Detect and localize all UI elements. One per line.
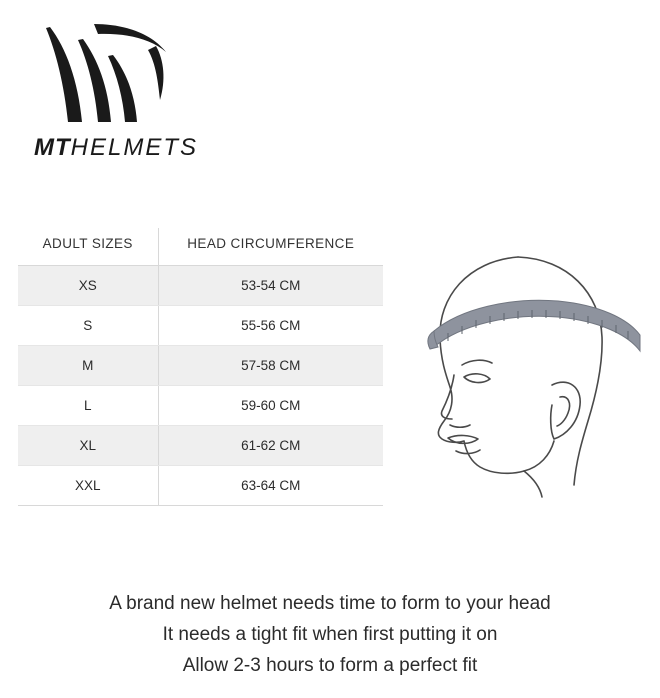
cell-size: XXL	[18, 466, 158, 506]
cell-circumference: 57-58 CM	[158, 346, 383, 386]
brand-wordmark-helmets: HELMETS	[70, 134, 199, 161]
head-measurement-diagram	[400, 235, 650, 500]
cell-size: S	[18, 306, 158, 346]
instruction-line: It needs a tight fit when first putting it on	[162, 624, 498, 645]
cell-size: M	[18, 346, 158, 386]
cell-circumference: 53-54 CM	[158, 266, 383, 306]
size-chart-table	[18, 228, 383, 506]
instruction-line: A brand new helmet needs time to form to your head	[109, 593, 551, 614]
table-row	[18, 346, 383, 386]
cell-circumference: 63-64 CM	[158, 466, 383, 506]
table-row	[18, 386, 383, 426]
cell-size: XS	[18, 266, 158, 306]
cell-circumference: 61-62 CM	[158, 426, 383, 466]
table-row	[18, 266, 383, 306]
care-instructions	[0, 588, 660, 681]
table-row	[18, 426, 383, 466]
cell-size: XL	[18, 426, 158, 466]
table-header-row	[18, 228, 383, 266]
brand-logo	[34, 22, 224, 172]
table-header-adult-sizes: ADULT SIZES	[18, 228, 158, 266]
brand-wordmark	[34, 134, 198, 162]
cell-circumference: 59-60 CM	[158, 386, 383, 426]
cell-circumference: 55-56 CM	[158, 306, 383, 346]
brand-wordmark-mt: MT	[34, 134, 71, 161]
cell-size: L	[18, 386, 158, 426]
table-row	[18, 466, 383, 506]
table-row	[18, 306, 383, 346]
mt-monogram-icon	[38, 22, 168, 127]
table-header-head-circumference: HEAD CIRCUMFERENCE	[158, 228, 383, 266]
measuring-tape-icon	[428, 300, 640, 351]
instruction-line: Allow 2-3 hours to form a perfect fit	[182, 655, 478, 676]
